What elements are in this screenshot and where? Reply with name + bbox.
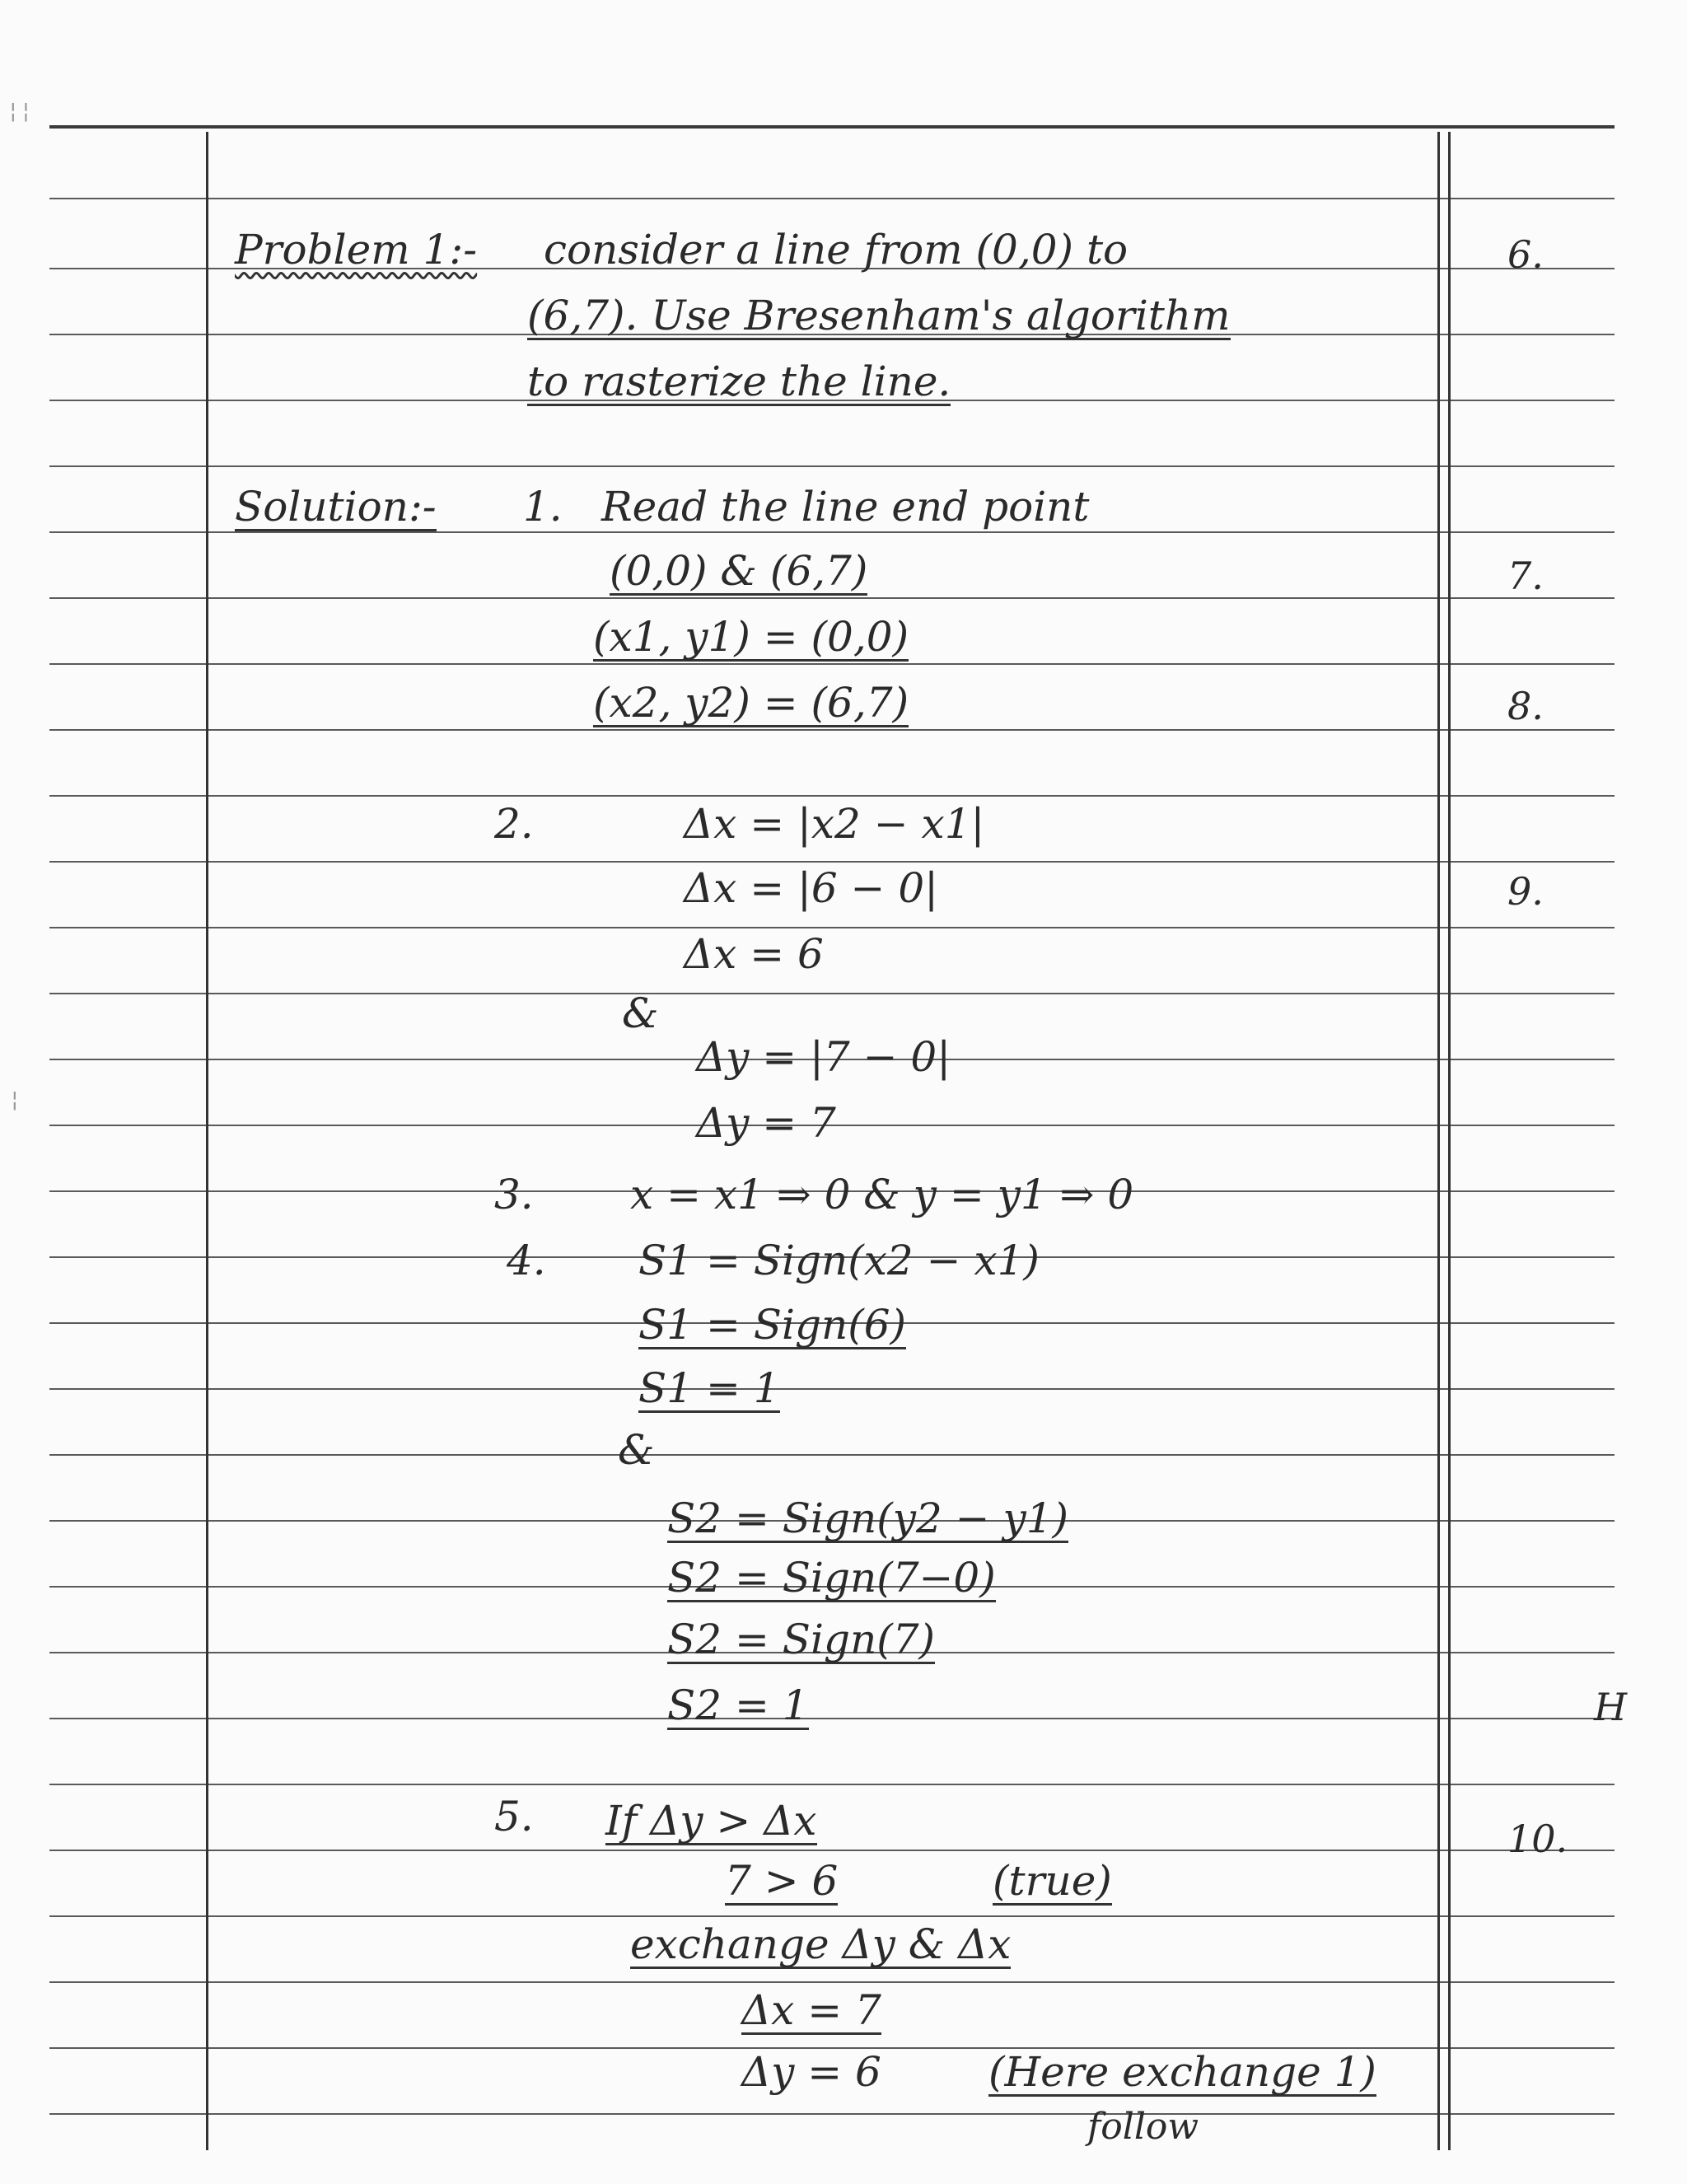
rule-line [49, 795, 1615, 797]
problem-text-line-2: (6,7). Use Bresenham's algorithm [527, 292, 1231, 339]
rule-line [49, 993, 1615, 994]
margin-number: 8. [1507, 684, 1544, 728]
s1-formula: S1 = Sign(x2 − x1) [638, 1237, 1040, 1284]
s2-substituted-2: S2 = Sign(7) [667, 1616, 936, 1663]
step-5-check: 7 > 6 [725, 1857, 839, 1905]
margin-number: 7. [1507, 554, 1544, 598]
rule-line [49, 1981, 1615, 1983]
rule-line [49, 531, 1615, 533]
step-5-condition: If Δy > Δx [605, 1797, 817, 1845]
step-1-number: 1. [523, 483, 563, 531]
rule-line [49, 1454, 1615, 1456]
rule-line [49, 597, 1615, 599]
s2-value: S2 = 1 [667, 1681, 809, 1729]
rule-line [49, 198, 1615, 199]
rule-line [49, 465, 1615, 467]
solution-heading: Solution:- [235, 483, 437, 531]
margin-number: 6. [1507, 232, 1544, 277]
dx-value: Δx = 6 [684, 930, 824, 978]
left-margin-line [206, 132, 208, 2150]
scan-noise: ¦ [8, 1087, 21, 1112]
step-5-note-2: follow [1087, 2106, 1199, 2148]
problem-text-line-1: consider a line from (0,0) to [544, 226, 1129, 274]
rule-line [49, 1915, 1615, 1917]
rule-line [49, 927, 1615, 928]
rule-line [49, 1850, 1615, 1851]
step-3-text: x = x1 ⇒ 0 & y = y1 ⇒ 0 [630, 1171, 1134, 1218]
rule-line [49, 1784, 1615, 1785]
top-rule [49, 125, 1615, 129]
step-4-number: 4. [507, 1237, 546, 1284]
margin-number: 9. [1507, 869, 1544, 914]
step-5-true-label: (true) [993, 1857, 1112, 1905]
dy-substituted: Δy = |7 − 0| [696, 1033, 951, 1081]
step-1-points: (0,0) & (6,7) [610, 547, 868, 595]
and-symbol: & [622, 989, 659, 1037]
step-2-number: 2. [494, 800, 534, 848]
margin-number: H [1594, 1685, 1628, 1729]
dy-value: Δy = 7 [696, 1099, 836, 1147]
rule-line [49, 729, 1615, 731]
problem-text-line-3: to rasterize the line. [527, 358, 951, 405]
rule-line [49, 663, 1615, 665]
step-5-dy-new: Δy = 6 [741, 2048, 881, 2096]
step-5-note: (Here exchange 1) [988, 2048, 1376, 2096]
rule-line [49, 1718, 1615, 1719]
step-5-number: 5. [494, 1793, 534, 1840]
dx-substituted: Δx = |6 − 0| [684, 864, 938, 912]
step-5-exchange: exchange Δy & Δx [630, 1920, 1012, 1968]
step-1-p1: (x1, y1) = (0,0) [593, 613, 909, 661]
margin-number: 10. [1507, 1817, 1568, 1861]
step-3-number: 3. [494, 1171, 534, 1218]
right-margin-line-2 [1448, 132, 1451, 2150]
step-1-p2: (x2, y2) = (6,7) [593, 679, 909, 727]
rule-line [49, 1388, 1615, 1390]
rule-line [49, 861, 1615, 863]
rule-line [49, 2113, 1615, 2115]
and-symbol: & [618, 1426, 655, 1474]
s1-substituted: S1 = Sign(6) [638, 1301, 907, 1349]
right-margin-line [1437, 132, 1440, 2150]
scan-noise: ¦¦ [7, 99, 33, 124]
problem-heading: Problem 1:- [235, 226, 478, 274]
step-5-dx-new: Δx = 7 [741, 1986, 881, 2034]
s2-formula: S2 = Sign(y2 − y1) [667, 1494, 1069, 1542]
s1-value: S1 = 1 [638, 1364, 780, 1412]
dx-formula: Δx = |x2 − x1| [684, 800, 985, 848]
step-1-text: Read the line end point [601, 483, 1090, 531]
s2-substituted: S2 = Sign(7−0) [667, 1554, 996, 1602]
